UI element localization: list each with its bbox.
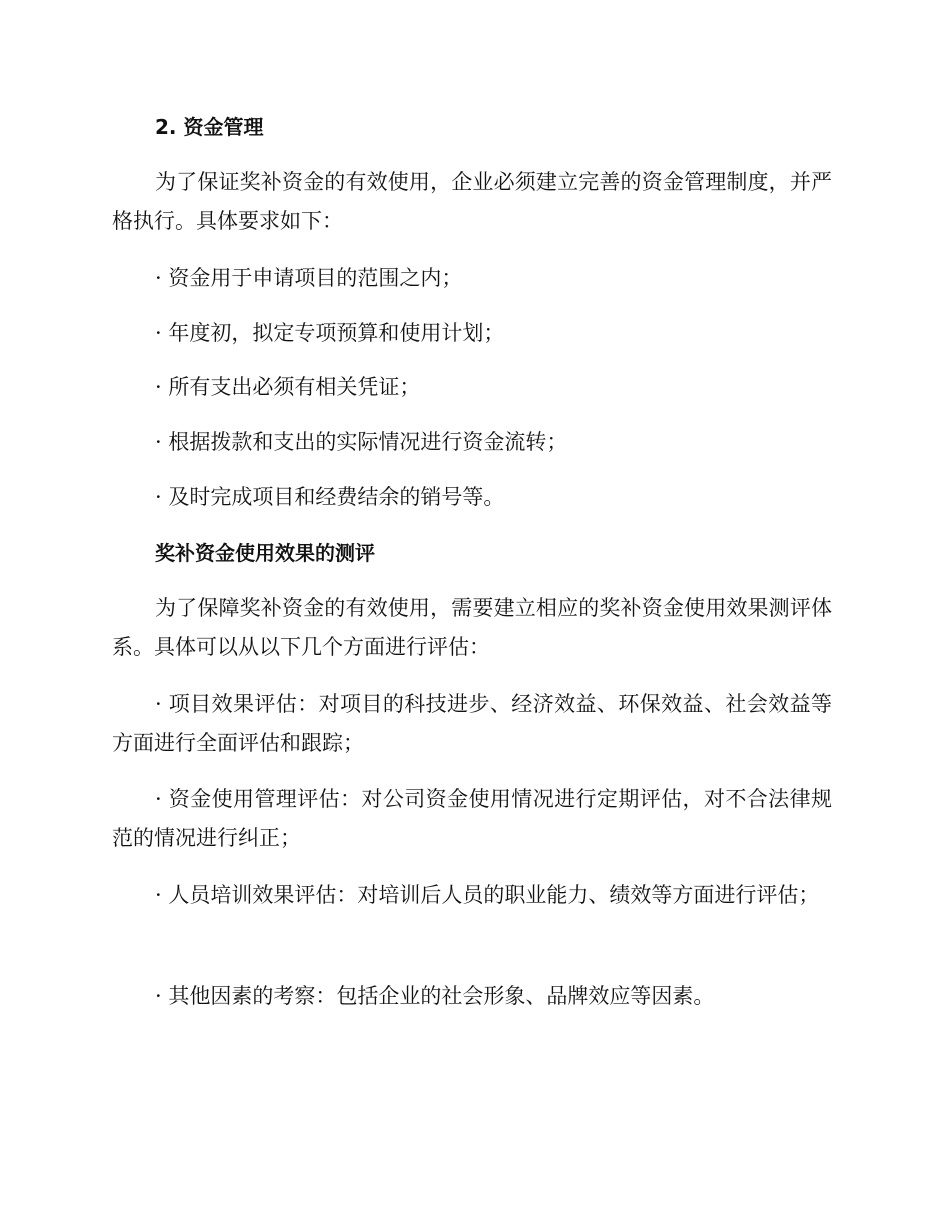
list-item: · 其他因素的考察：包括企业的社会形象、品牌效应等因素。	[155, 984, 715, 1008]
paragraph-fund-management-intro: 为了保证奖补资金的有效使用，企业必须建立完善的资金管理制度，并严格执行。具体要求如下：	[112, 170, 832, 233]
list-item: · 资金用于申请项目的范围之内；	[155, 266, 463, 290]
list-item: · 资金使用管理评估：对公司资金使用情况进行定期评估，对不合法律规范的情况进行纠正；	[112, 787, 832, 850]
section-heading-effect-evaluation: 奖补资金使用效果的测评	[155, 541, 375, 565]
list-item: · 年度初，拟定专项预算和使用计划；	[155, 321, 505, 345]
list-item: · 根据拨款和支出的实际情况进行资金流转；	[155, 430, 568, 454]
list-item: · 及时完成项目和经费结余的销号等。	[155, 485, 505, 509]
list-item: · 人员培训效果评估：对培训后人员的职业能力、绩效等方面进行评估；	[155, 883, 820, 907]
list-item: · 项目效果评估：对项目的科技进步、经济效益、环保效益、社会效益等方面进行全面评估和跟踪；	[112, 692, 832, 755]
section-heading-fund-management: 2. 资金管理	[155, 115, 264, 139]
list-item: · 所有支出必须有相关凭证；	[155, 375, 421, 399]
paragraph-effect-evaluation-intro: 为了保障奖补资金的有效使用，需要建立相应的奖补资金使用效果测评体系。具体可以从以下几个方面进行评估：	[112, 596, 832, 659]
